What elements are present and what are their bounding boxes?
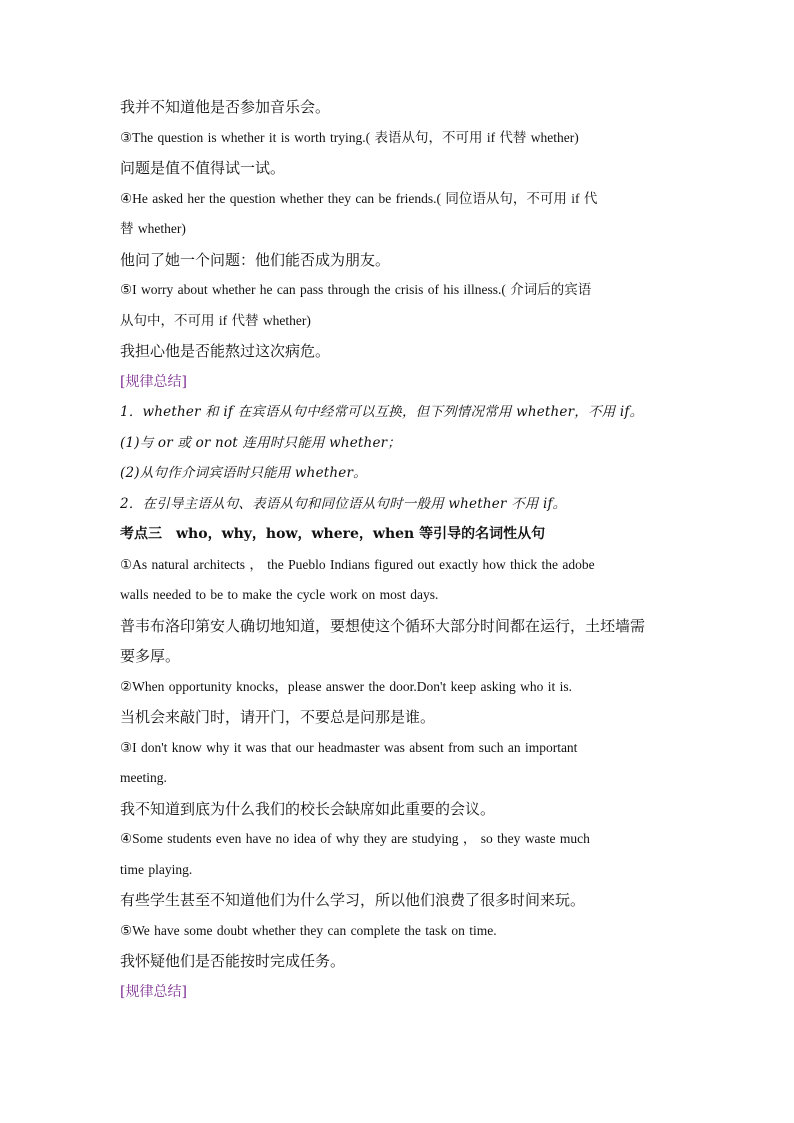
text-line: 要多厚。	[120, 647, 181, 665]
text-line: meeting.	[120, 770, 167, 785]
text-line: 我怀疑他们是否能按时完成任务。	[120, 952, 346, 970]
section-heading: [规律总结]	[120, 373, 187, 390]
rule-line: 1．whether 和 if 在宾语从句中经常可以互换，但下列情况常用 whether，不用 if。	[120, 404, 644, 420]
rule-line: 2．在引导主语从句、表语从句和同位语从句时一般用 whether 不用 if。	[120, 495, 567, 512]
text-line: time playing.	[120, 861, 193, 877]
text-line: 他问了她一个问题：他们能否成为朋友。	[120, 250, 391, 269]
text-line: ②When opportunity knocks，please answer the door.Don't keep asking who it is.	[120, 678, 572, 694]
text-line: 有些学生甚至不知道他们为什么学习，所以他们浪费了很多时间来玩。	[120, 891, 586, 909]
text-line: ④Some students even have no idea of why they are studying ， so they waste much	[120, 831, 590, 846]
text-line: 从句中，不可用 if 代替 whether)	[120, 312, 311, 328]
text-line: ①As natural architects ， the Pueblo Indians figured out exactly how thick the adobe	[120, 556, 595, 572]
text-line: 问题是值不值得试一试。	[120, 159, 286, 177]
document-page	[120, 92, 676, 1007]
topic-heading: 考点三 who，why，how，where，when 等引导的名词性从句	[120, 526, 546, 542]
text-line: 普韦布洛印第安人确切地知道，要想使这个循环大部分时间都在运行，土坯墙需	[120, 616, 646, 635]
text-line: ⑤I worry about whether he can pass through the crisis of his illness.( 介词后的宾语	[120, 282, 592, 297]
text-line: ④He asked her the question whether they can be friends.( 同位语从句，不可用 if 代	[120, 190, 598, 206]
text-line: 替 whether)	[120, 221, 186, 236]
text-line: ③The question is whether it is worth trying.( 表语从句，不可用 if 代替 whether)	[120, 129, 579, 145]
text-line: ⑤We have some doubt whether they can complete the task on time.	[120, 922, 497, 938]
rule-line: (2)从句作介词宾语时只能用 whether。	[120, 465, 367, 481]
text-line: 我并不知道他是否参加音乐会。	[120, 98, 331, 116]
text-line: walls needed to be to make the cycle work on most days.	[120, 587, 439, 602]
rule-line: (1)与 or 或 or not 连用时只能用 whether；	[120, 434, 401, 451]
section-heading: [规律总结]	[120, 983, 187, 1000]
text-line: 当机会来敲门时，请开门，不要总是问那是谁。	[120, 708, 436, 726]
text-line: ③I don't know why it was that our headmaster was absent from such an important	[120, 739, 578, 755]
text-line: 我担心他是否能熬过这次病危。	[120, 342, 331, 360]
text-line: 我不知道到底为什么我们的校长会缺席如此重要的会议。	[120, 799, 496, 818]
